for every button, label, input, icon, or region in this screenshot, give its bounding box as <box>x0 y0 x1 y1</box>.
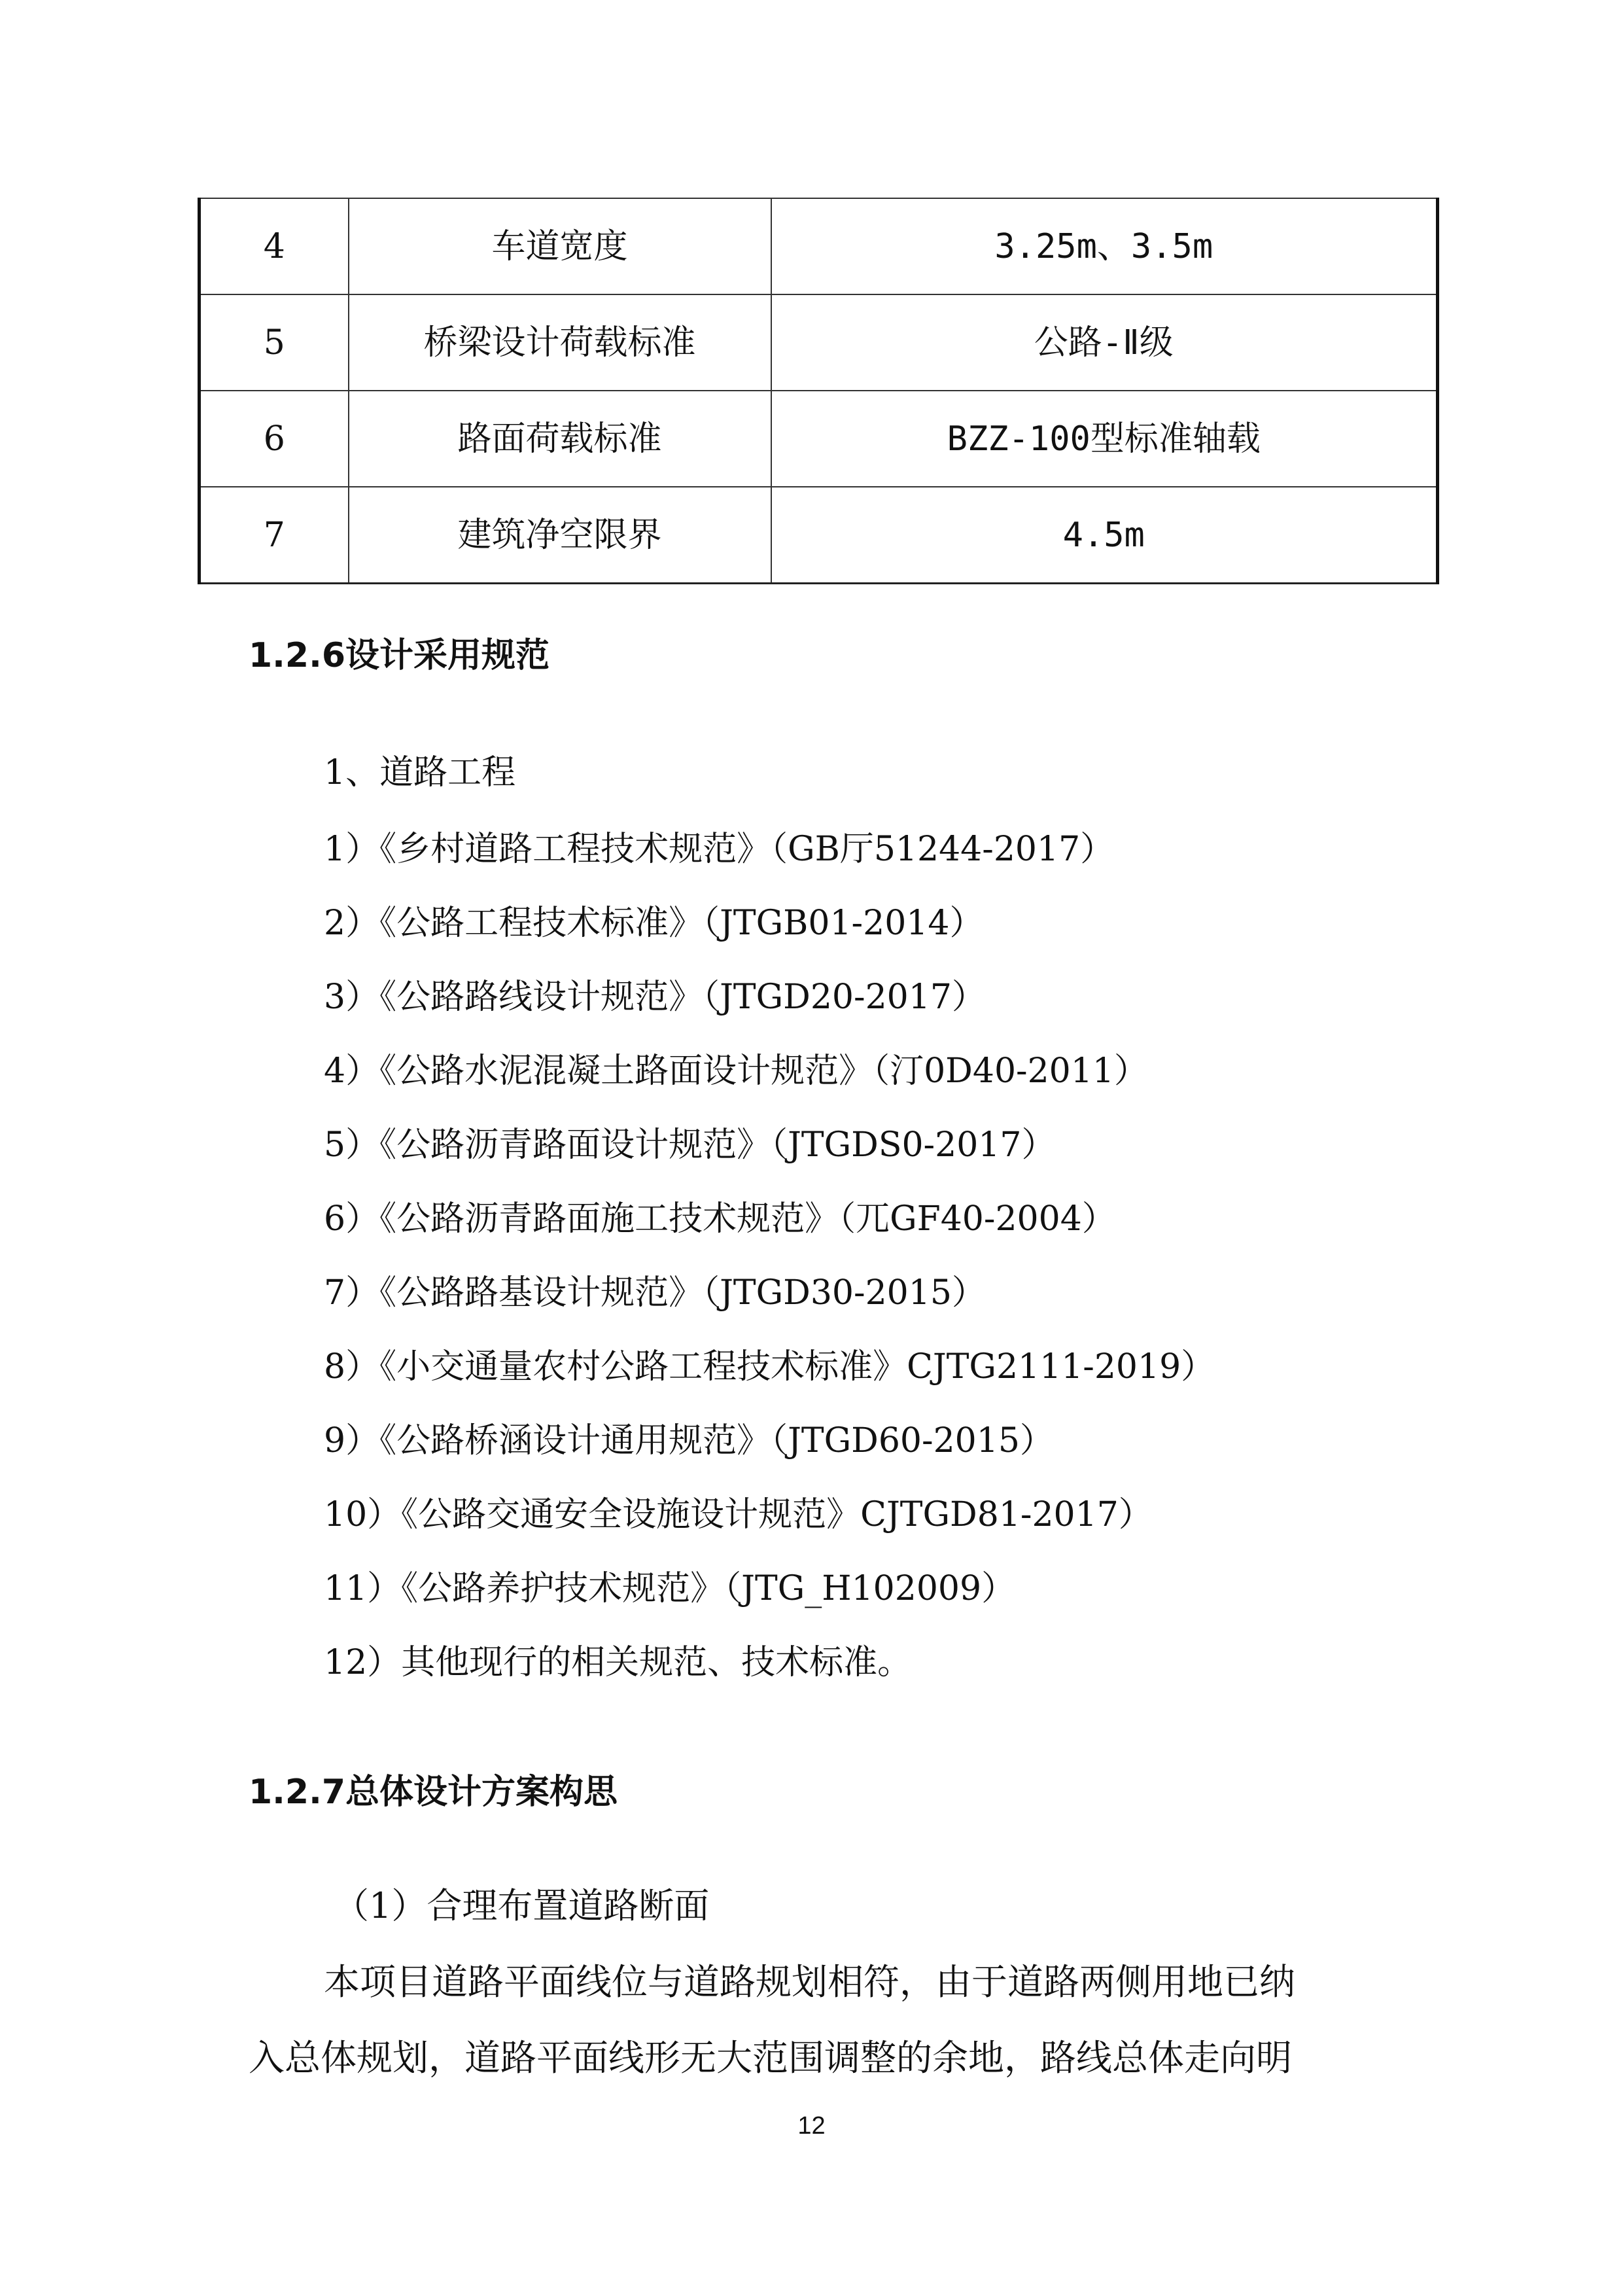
row-value: 3.25m、3.5m <box>771 198 1438 294</box>
standard-item: 6）《公路沥青路面施工技术规范》（兀GF40-2004） <box>324 1199 1116 1239</box>
row-value: BZZ-100型标准轴载 <box>771 391 1438 487</box>
standard-item: 12）其他现行的相关规范、技术标准。 <box>324 1643 912 1682</box>
standard-item: 3）《公路路线设计规范》（JTGD20-2017） <box>324 978 986 1017</box>
row-item: 车道宽度 <box>349 198 771 294</box>
row-value: 公路-Ⅱ级 <box>771 294 1438 391</box>
standard-item: 5）《公路沥青路面设计规范》（JTGDS0-2017） <box>324 1125 1056 1165</box>
row-number: 7 <box>200 487 349 584</box>
standard-item: 7）《公路路基设计规范》（JTGD30-2015） <box>324 1273 986 1313</box>
section-heading-1-2-7: 1.2.7总体设计方案构思 <box>249 1773 618 1812</box>
table-row <box>200 487 1438 584</box>
standard-item: 1）《乡村道路工程技术规范》（GB厅51244-2017） <box>324 830 1115 869</box>
standard-item: 10）《公路交通安全设施设计规范》CJTGD81-2017） <box>324 1495 1153 1534</box>
row-number: 4 <box>200 198 349 294</box>
table-row <box>200 294 1438 391</box>
body-paragraph-line: 入总体规划，道路平面线形无大范围调整的余地，路线总体走向明 <box>249 2037 1293 2079</box>
row-value: 4.5m <box>771 487 1438 584</box>
standard-item: 8）《小交通量农村公路工程技术标准》CJTG2111-2019） <box>324 1347 1215 1386</box>
row-item: 路面荷载标准 <box>349 391 771 487</box>
table-row <box>200 391 1438 487</box>
section-heading-1-2-6: 1.2.6设计采用规范 <box>249 636 550 675</box>
standard-item: 4）《公路水泥混凝土路面设计规范》（汀0D40-2011） <box>324 1051 1148 1091</box>
body-paragraph-line: 本项目道路平面线位与道路规划相符，由于道路两侧用地已纳 <box>324 1961 1296 2003</box>
standard-item: 11）《公路养护技术规范》（JTG_H102009） <box>324 1569 1016 1608</box>
row-number: 5 <box>200 294 349 391</box>
row-item: 建筑净空限界 <box>349 487 771 584</box>
subsection-title-road-section: （1）合理布置道路断面 <box>334 1885 710 1926</box>
table-row <box>200 198 1438 294</box>
row-item: 桥梁设计荷载标准 <box>349 294 771 391</box>
design-standards-table <box>198 198 1439 584</box>
standard-item: 2）《公路工程技术标准》（JTGB01-2014） <box>324 904 984 943</box>
subsection-title-road-engineering: 1、道路工程 <box>324 753 516 792</box>
standard-item: 9）《公路桥涵设计通用规范》（JTGD60-2015） <box>324 1421 1054 1460</box>
row-number: 6 <box>200 391 349 487</box>
page-number: 12 <box>797 2112 826 2140</box>
